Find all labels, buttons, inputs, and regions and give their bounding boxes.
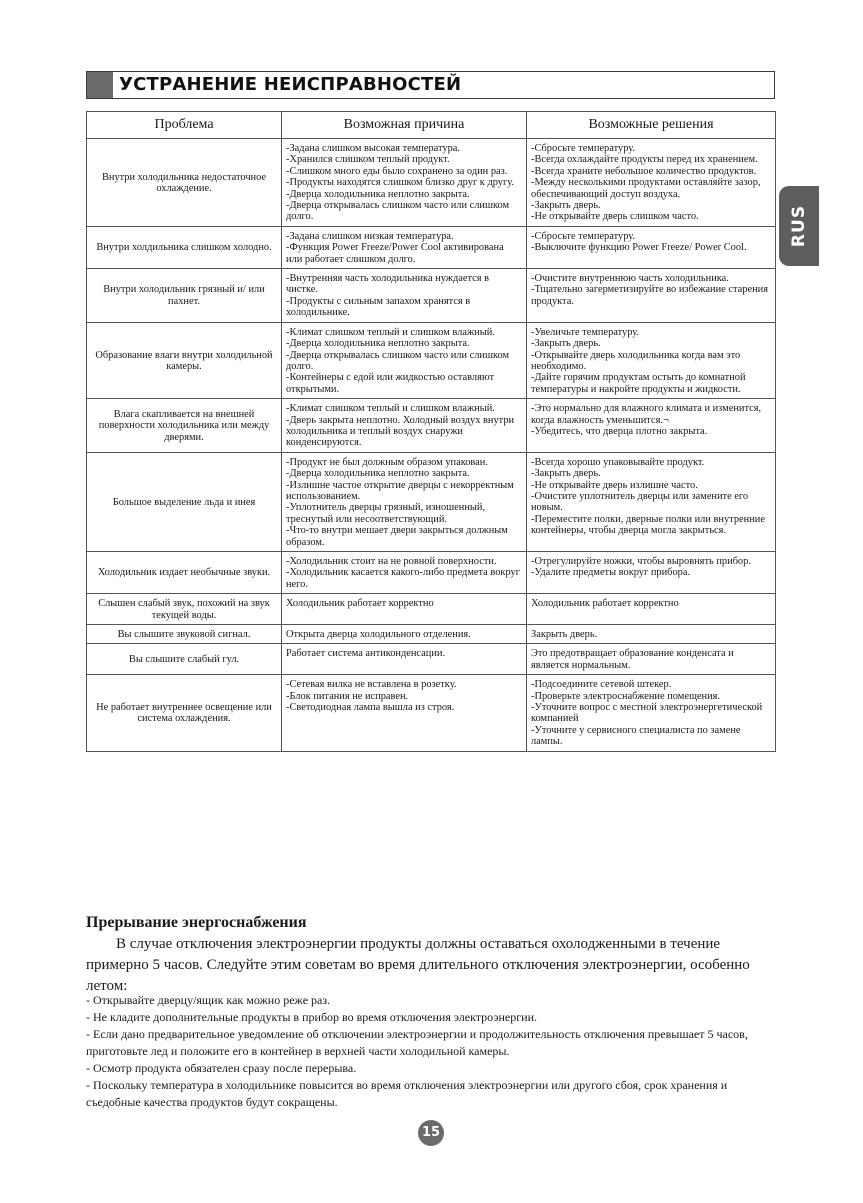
solution-item: -Открывайте дверь холодильника когда вам это необходимо.: [531, 349, 741, 372]
problem-cell: Холодильник издает необычные звуки.: [87, 552, 282, 594]
language-tab: [779, 186, 819, 266]
cause-cell: [282, 452, 527, 551]
cause-cell: [282, 226, 527, 268]
table-row: [87, 675, 776, 751]
cause-item: -Дверца холодильника неплотно закрыта.: [286, 468, 470, 480]
solution-item: -Всегда хорошо упаковывайте продукт.: [531, 456, 705, 468]
solution-item: -Уточните у сервисного специалиста по замене лампы.: [531, 724, 741, 748]
cause-item: -Задана слишком низкая температура.: [286, 230, 454, 242]
header-accent-block: [87, 72, 113, 98]
problem-cell: Слышен слабый звук, похожий на звук текущей воды.: [87, 594, 282, 625]
power-outage-title: Прерывание энергоснабжения: [86, 914, 307, 931]
cause-item: -Функция Power Freeze/Power Cool активирована или работает слишком долго.: [286, 242, 504, 265]
power-outage-tips: [86, 992, 776, 1111]
column-header-solution: Возможные решения: [527, 112, 776, 139]
section-header: [86, 71, 775, 99]
tip-item: - Осмотр продукта обязателен сразу после перерыва.: [86, 1061, 357, 1075]
cause-item: -Дверца открывалась слишком часто или слишком долго.: [286, 200, 510, 223]
cause-item: Работает система антиконденсации.: [286, 648, 446, 660]
problem-cell: Образование влаги внутри холодильной камеры.: [87, 322, 282, 398]
tip-item: - Поскольку температура в холодильнике повысится во время отключения электроэнергии или другого сбоя, срок хранения и съедобные качества продуктов будут сокращены.: [86, 1078, 728, 1109]
solution-item: -Закрыть дверь.: [531, 338, 601, 350]
tip-item: - Если дано предварительное уведомление об отключении электроэнергии и продолжительность отключения превышает 5 часов, приготовьте лед и положите его в контейнер в верхней части холодильной камеры.: [86, 1027, 748, 1058]
solution-item: -Очистите внутреннюю часть холодильника.: [531, 273, 729, 285]
cause-cell: [282, 322, 527, 398]
cause-item: -Что-то внутри мешает двери закрыться должным образом.: [286, 525, 508, 548]
solution-cell: [527, 269, 776, 323]
table-row: [87, 552, 776, 594]
cause-item: -Внутренняя часть холодильника нуждается в чистке.: [286, 273, 490, 296]
cause-item: -Контейнеры с едой или жидкостью оставляют открытыми.: [286, 372, 495, 395]
solution-item: -Это нормально для влажного климата и изменится, когда влажность уменьшится.¬: [531, 403, 762, 426]
cause-item: -Слишком много еды было сохранено за один раз.: [286, 165, 508, 177]
troubleshooting-table: [86, 111, 776, 752]
cause-item: -Сетевая вилка не вставлена в розетку.: [286, 679, 457, 691]
table-row: [87, 594, 776, 625]
table-row: [87, 226, 776, 268]
solution-item: -Сбросьте температуру.: [531, 143, 636, 154]
solution-item: -Увеличьте температуру.: [531, 326, 640, 338]
solution-item: -Убедитесь, что дверца плотно закрыта.: [531, 425, 708, 437]
solution-cell: [527, 552, 776, 594]
problem-cell: Внутри холодильник грязный и/ или пахнет.: [87, 269, 282, 323]
cause-cell: [282, 594, 527, 625]
cause-item: -Климат слишком теплый и слишком влажный.: [286, 326, 495, 338]
solution-cell: [527, 399, 776, 453]
power-outage-intro: [86, 934, 776, 997]
solution-item: -Сбросьте температуру.: [531, 230, 636, 242]
tip-item: - Открывайте дверцу/ящик как можно реже раз.: [86, 993, 331, 1007]
problem-cell: Внутри холдильника слишком холодно.: [87, 226, 282, 268]
table-row: [87, 139, 776, 227]
language-tab-label: RUS: [789, 204, 809, 248]
cause-item: -Продукт не был должным образом упакован.: [286, 456, 488, 468]
page-number: 15: [418, 1120, 444, 1146]
cause-item: -Дверь закрыта неплотно. Холодный воздух внутри холодильника и теплый воздух снаружи конденсируются.: [286, 414, 515, 449]
solution-item: Закрыть дверь.: [531, 629, 598, 641]
table-row: [87, 452, 776, 551]
solution-item: Холодильник работает корректно: [531, 598, 679, 610]
problem-cell: Вы слышите звуковой сигнал.: [87, 625, 282, 644]
solution-item: -Подсоедините сетевой штекер.: [531, 679, 672, 691]
cause-cell: [282, 269, 527, 323]
table-body: [87, 139, 776, 752]
solution-cell: [527, 625, 776, 644]
cause-item: -Блок питания не исправен.: [286, 690, 409, 702]
problem-cell: Вы слышите слабый гул.: [87, 644, 282, 675]
solution-cell: [527, 644, 776, 675]
solution-item: Это предотвращает образование конденсата и является нормальным.: [531, 648, 734, 671]
cause-item: -Климат слишком теплый и слишком влажный.: [286, 403, 495, 415]
solution-item: -Отрегулируйте ножки, чтобы выровнять прибор.: [531, 556, 751, 567]
table-row: [87, 625, 776, 644]
cause-item: -Продукты с сильным запахом хранятся в холодильнике.: [286, 295, 471, 319]
solution-cell: [527, 452, 776, 551]
cause-cell: [282, 552, 527, 594]
power-outage-intro-text: В случае отключения электроэнергии продукты должны оставаться охолодженными в течение примерно 5 часов. Следуйте этим советам во время длительного отключения электроэнергии, особенно летом:: [86, 936, 750, 994]
cause-cell: [282, 644, 527, 675]
table-row: [87, 644, 776, 675]
solution-item: -Уточните вопрос с местной электроэнергетической компанией: [531, 702, 763, 725]
solution-item: -Не открывайте дверь излишне часто.: [531, 479, 698, 491]
solution-item: -Закрыть дверь.: [531, 200, 601, 212]
problem-cell: Внутри холодильника недостаточное охлаждение.: [87, 139, 282, 227]
solution-item: -Выключите функцию Power Freeze/ Power Cool.: [531, 242, 747, 254]
solution-item: -Всегда охлаждайте продукты перед их хранением.: [531, 154, 758, 166]
column-header-cause: Возможная причина: [282, 112, 527, 139]
cause-item: -Дверца холодильника неплотно закрыта.: [286, 188, 470, 200]
cause-cell: [282, 625, 527, 644]
solution-item: -Тщательно загерметизируйте во избежание старения продукта.: [531, 284, 768, 307]
page-title: УСТРАНЕНИЕ НЕИСПРАВНОСТЕЙ: [119, 74, 462, 95]
cause-cell: [282, 139, 527, 227]
cause-cell: [282, 399, 527, 453]
solution-cell: [527, 322, 776, 398]
solution-item: -Дайте горячим продуктам остыть до комнатной температуры и накройте продукты и жидкости.: [531, 372, 746, 395]
cause-item: -Светодиодная лампа вышла из строя.: [286, 702, 455, 714]
cause-item: -Продукты находятся слишком близко друг к другу.: [286, 177, 514, 189]
solution-item: -Проверьте электроснабжение помещения.: [531, 690, 721, 702]
cause-item: -Уплотнитель дверцы грязный, изношенный, треснутый или несоответствующий.: [286, 502, 486, 525]
solution-item: -Очистите уплотнитель дверцы или замените его новым.: [531, 490, 749, 514]
solution-cell: [527, 675, 776, 751]
solution-cell: [527, 139, 776, 227]
solution-item: -Переместите полки, дверные полки или внутренние контейнеры, чтобы дверца могла закрыться.: [531, 513, 765, 537]
cause-item: Открыта дверца холодильного отделения.: [286, 629, 471, 641]
problem-cell: Не работает внутреннее освещение или система охлаждения.: [87, 675, 282, 751]
cause-item: -Хранился слишком теплый продукт.: [286, 154, 450, 166]
cause-cell: [282, 675, 527, 751]
cause-item: -Холодильник стоит на не ровной поверхности.: [286, 556, 497, 567]
table-row: [87, 322, 776, 398]
cause-item: -Холодильник касается какого-либо предмета вокруг него.: [286, 567, 520, 590]
solution-item: -Между несколькими продуктами оставляйте зазор, обеспечивающий доступ воздуха.: [531, 177, 761, 200]
solution-item: -Закрыть дверь.: [531, 468, 601, 480]
solution-item: -Удалите предметы вокруг прибора.: [531, 567, 691, 579]
cause-item: -Излишне частое открытие дверцы с некорректным использованием.: [286, 479, 514, 502]
table-header-row: [87, 112, 776, 139]
problem-cell: Большое выделение льда и инея: [87, 452, 282, 551]
column-header-problem: Проблема: [87, 112, 282, 139]
cause-item: -Дверца холодильника неплотно закрыта.: [286, 338, 470, 350]
table-row: [87, 399, 776, 453]
tip-item: - Не кладите дополнительные продукты в прибор во время отключения электроэнергии.: [86, 1010, 537, 1024]
cause-item: -Задана слишком высокая температура.: [286, 143, 461, 154]
cause-item: -Дверца открывалась слишком часто или слишком долго.: [286, 349, 510, 372]
table-row: [87, 269, 776, 323]
solution-item: -Всегда храните небольшое количество продуктов.: [531, 165, 757, 177]
problem-cell: Влага скапливается на внешней поверхности холодильника или между дверями.: [87, 399, 282, 453]
cause-item: Холодильник работает корректно: [286, 598, 434, 610]
solution-cell: [527, 594, 776, 625]
solution-item: -Не открывайте дверь слишком часто.: [531, 211, 699, 223]
solution-cell: [527, 226, 776, 268]
